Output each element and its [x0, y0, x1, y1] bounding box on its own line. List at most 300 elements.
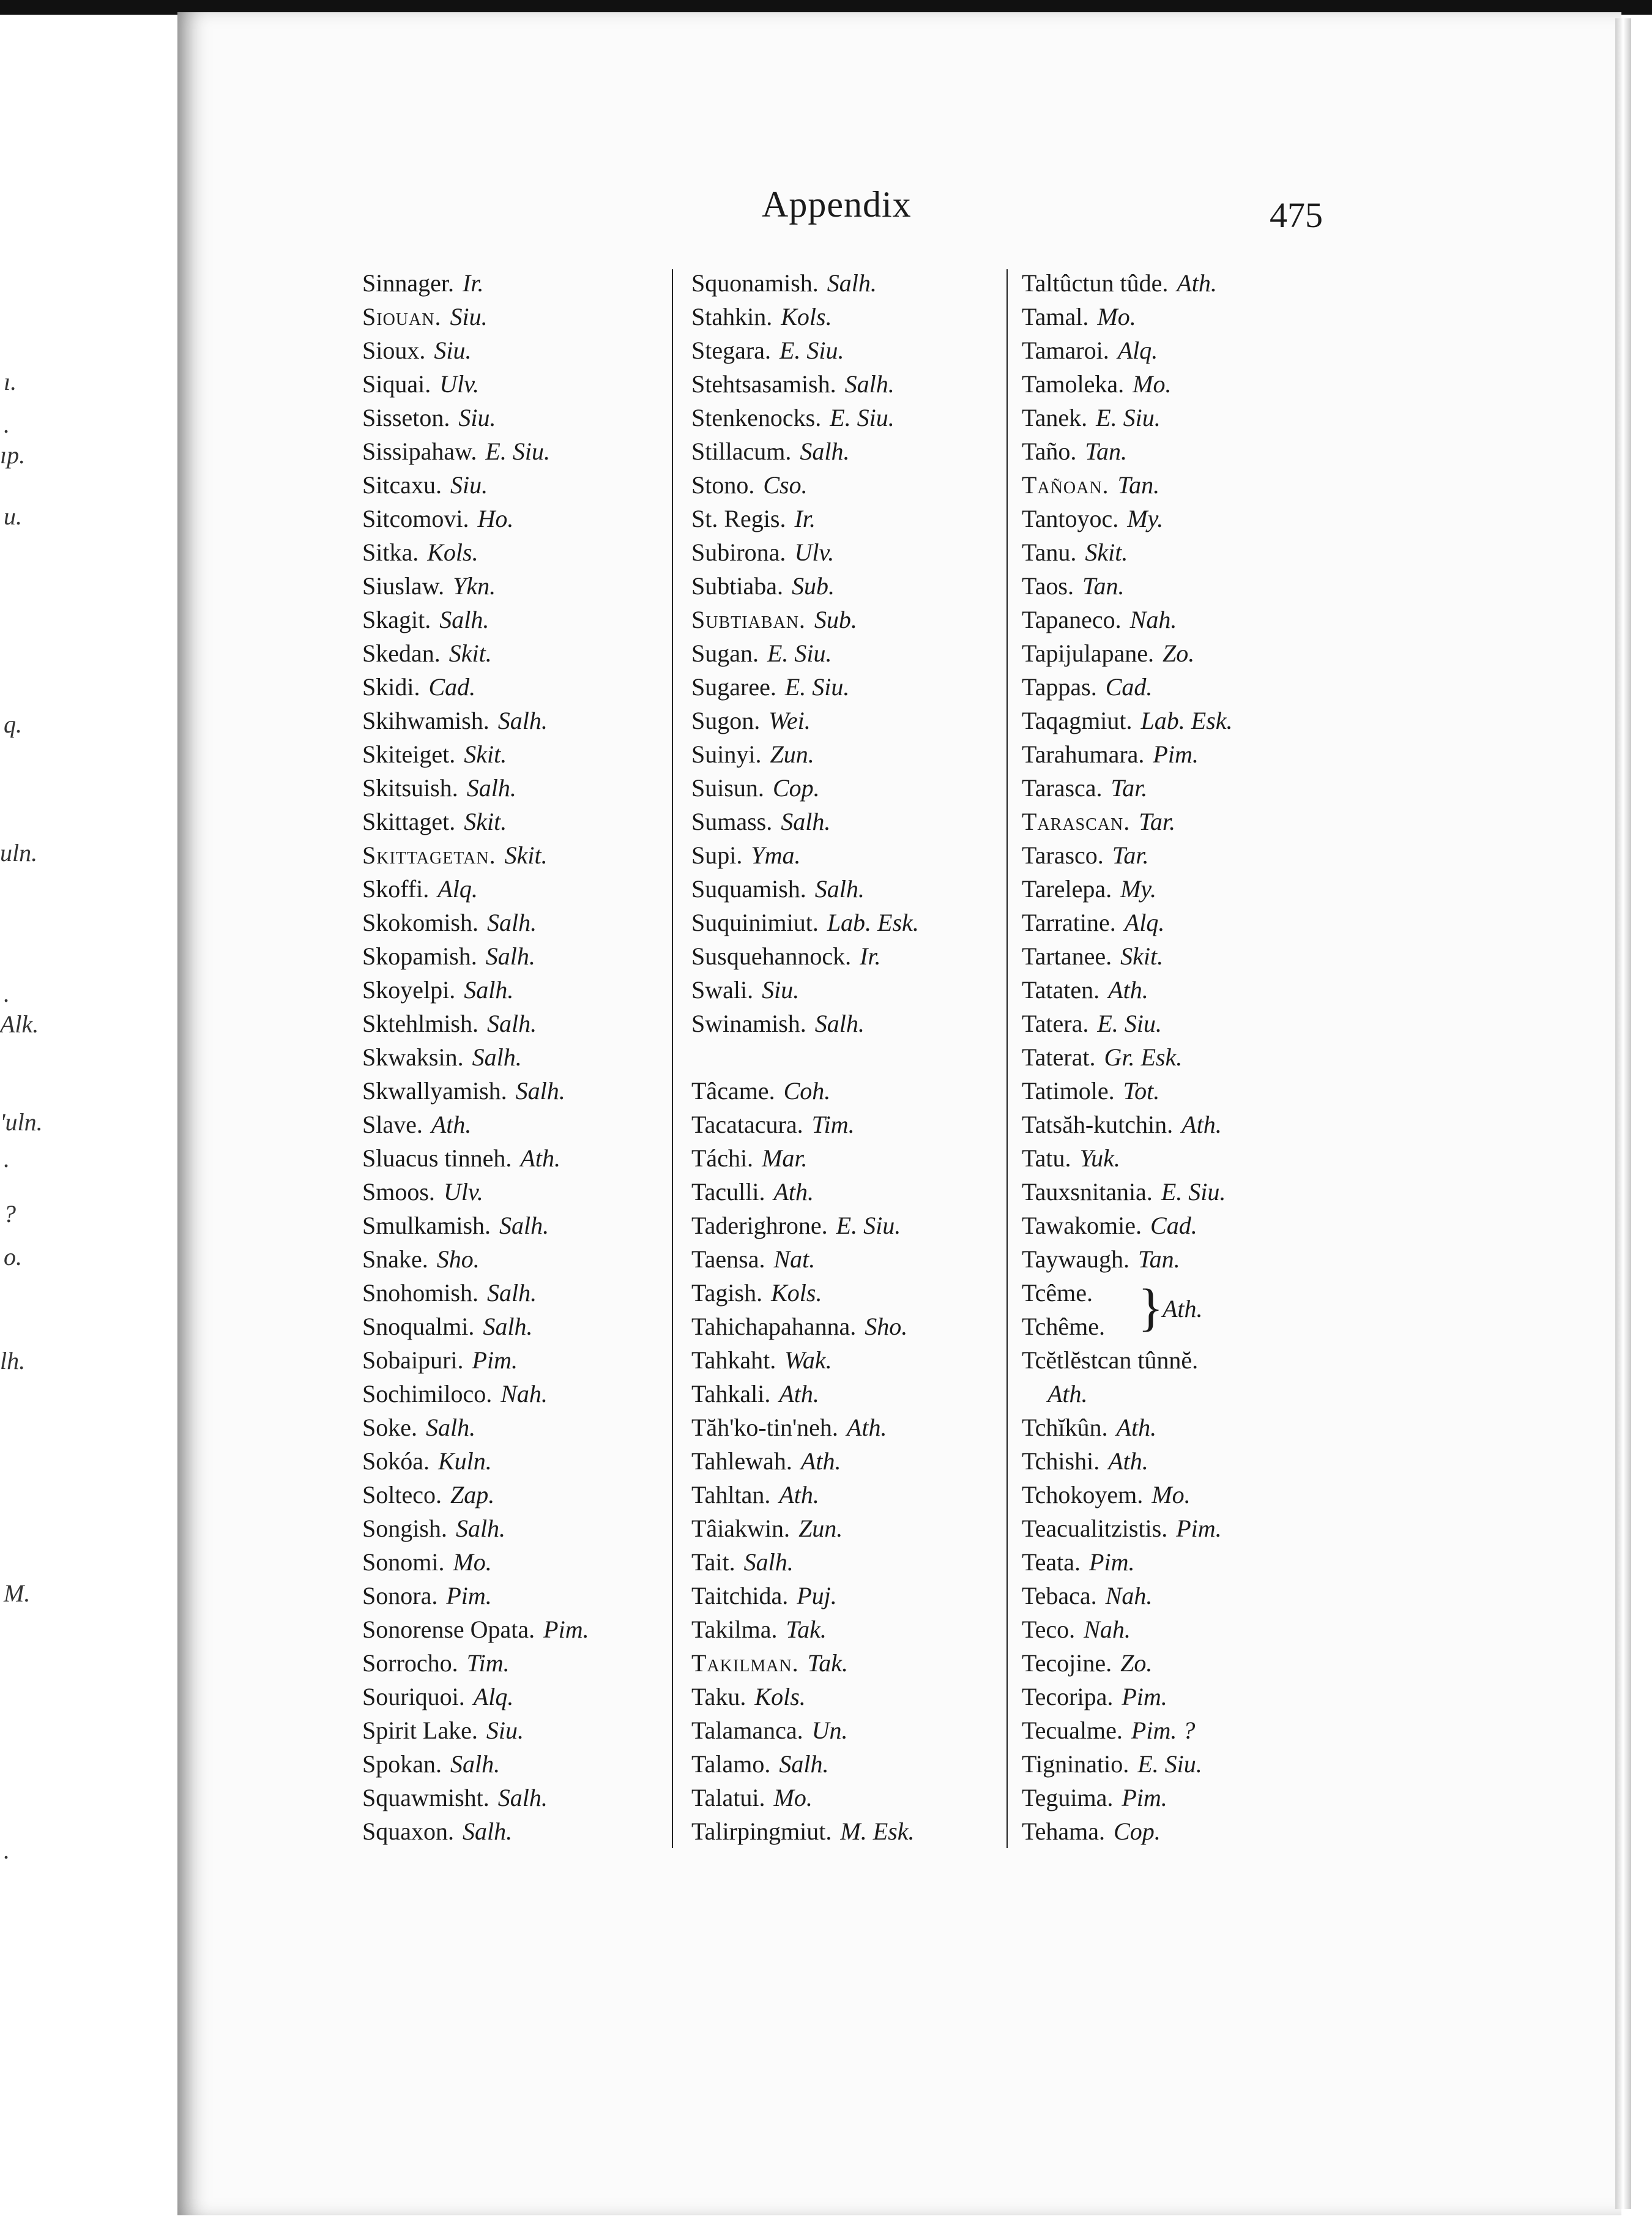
entry-abbreviation: Mo. [1097, 303, 1136, 330]
entry-name: Tapaneco. [1022, 606, 1122, 633]
entry-abbreviation: Nah. [1105, 1582, 1153, 1609]
entry-abbreviation: Salh. [497, 707, 548, 734]
entry-name: Skoyelpi. [362, 976, 456, 1004]
entry-name: Skwallyamish. [362, 1077, 507, 1105]
entry-abbreviation: Kols. [771, 1279, 822, 1307]
entry-abbreviation: Kuln. [438, 1447, 492, 1475]
facing-page-text: ı. [4, 368, 17, 395]
entry-name: Sitka. [362, 539, 419, 566]
entry-name: Tamal. [1022, 303, 1089, 330]
entry-abbreviation: Gr. Esk. [1104, 1043, 1183, 1071]
entry-name: Sioux. [362, 337, 426, 364]
index-entry [1022, 1579, 1233, 1613]
entry-name: Subtiaban. [691, 606, 806, 633]
entry-abbreviation: My. [1127, 505, 1164, 532]
index-entry [1022, 1714, 1233, 1747]
index-entry [1022, 872, 1233, 906]
entry-name: Tahkaht. [691, 1346, 776, 1374]
entry-name: Talamanca. [691, 1717, 803, 1744]
index-entry [1022, 1444, 1233, 1478]
entry-abbreviation: Nat. [773, 1245, 816, 1273]
entry-name: Tawakomie. [1022, 1212, 1142, 1239]
index-entry [362, 1512, 589, 1545]
entry-abbreviation: E. Siu. [784, 673, 850, 701]
entry-name: Sluacus tinneh. [362, 1144, 512, 1172]
index-entry [691, 939, 919, 973]
entry-name: Talamo. [691, 1750, 771, 1778]
entry-abbreviation: Sub. [814, 606, 857, 633]
index-entry [691, 1209, 919, 1242]
index-entry [691, 973, 919, 1007]
entry-name: Tarascan. [1022, 808, 1131, 835]
index-entry [691, 1714, 919, 1747]
entry-name: Taqagmiut. [1022, 707, 1133, 734]
index-entry [1022, 704, 1233, 737]
entry-abbreviation: E. Siu. [485, 438, 550, 465]
entry-name: Soke. [362, 1414, 417, 1441]
index-column-2 [691, 266, 919, 1848]
entry-abbreviation: Tan. [1117, 471, 1160, 499]
index-entry [362, 1007, 589, 1040]
entry-name: Teacualitzistis. [1022, 1515, 1168, 1542]
index-entry [1022, 502, 1233, 535]
index-entry [691, 906, 919, 939]
entry-name: Sisseton. [362, 404, 450, 431]
entry-abbreviation: E. Siu. [830, 404, 895, 431]
entry-name: Spirit Lake. [362, 1717, 478, 1744]
index-entry [1022, 434, 1233, 468]
entry-name: Tarratine. [1022, 909, 1116, 936]
entry-abbreviation: Yuk. [1079, 1144, 1120, 1172]
entry-name: Teco. [1022, 1616, 1076, 1643]
index-entry [691, 434, 919, 468]
facing-page-text: . [4, 1837, 10, 1864]
entry-name: Tăh'ko-tin'neh. [691, 1414, 838, 1441]
entry-abbreviation: Ir. [462, 269, 484, 297]
entry-name: Taculli. [691, 1178, 765, 1206]
index-entry [691, 670, 919, 704]
entry-abbreviation: Pim. [1176, 1515, 1222, 1542]
entry-abbreviation: Sho. [436, 1245, 480, 1273]
index-entry [362, 670, 589, 704]
index-entry [691, 1781, 919, 1814]
entry-name: Sokóa. [362, 1447, 430, 1475]
entry-name: Skittaget. [362, 808, 456, 835]
entry-abbreviation: Mo. [773, 1784, 813, 1811]
entry-abbreviation: Pim. [1153, 740, 1199, 768]
entry-name: Tañoan. [1022, 471, 1109, 499]
entry-abbreviation: Ulv. [443, 1178, 483, 1206]
entry-name: Taensa. [691, 1245, 765, 1273]
entry-abbreviation: Salh. [497, 1784, 548, 1811]
entry-abbreviation: E. Siu. [767, 640, 832, 667]
index-entry [1022, 670, 1233, 704]
entry-abbreviation: Ulv. [794, 539, 835, 566]
entry-name: Tarelepa. [1022, 875, 1112, 903]
entry-abbreviation: Pim. ? [1131, 1717, 1196, 1744]
entry-name: Smoos. [362, 1178, 435, 1206]
entry-name: Songish. [362, 1515, 447, 1542]
index-entry [691, 401, 919, 434]
index-entry [691, 468, 919, 502]
entry-name: Stenkenocks. [691, 404, 822, 431]
entry-abbreviation: Ath. [1108, 976, 1148, 1004]
index-column-1 [362, 266, 589, 1848]
entry-abbreviation: Sub. [791, 572, 835, 600]
entry-abbreviation: Salh. [515, 1077, 565, 1105]
entry-name: Táchi. [691, 1144, 754, 1172]
entry-abbreviation: Salh. [487, 1279, 537, 1307]
index-entry [362, 468, 589, 502]
column-divider-right [1006, 269, 1008, 1848]
entry-name: Takilma. [691, 1616, 778, 1643]
entry-abbreviation: Pim. [472, 1346, 518, 1374]
entry-abbreviation: Alq. [1117, 337, 1158, 364]
entry-abbreviation: Salh. [464, 976, 514, 1004]
index-entry [362, 334, 589, 367]
entry-abbreviation: Tak. [786, 1616, 827, 1643]
index-entry [1022, 468, 1233, 502]
entry-abbreviation: Ath. [779, 1481, 819, 1508]
index-entry [362, 1074, 589, 1108]
entry-abbreviation: Tim. [466, 1649, 510, 1677]
entry-name: Tanu. [1022, 539, 1077, 566]
entry-name: Tatera. [1022, 1010, 1089, 1037]
entry-abbreviation: Salh. [844, 370, 895, 398]
index-entry [691, 1108, 919, 1141]
entry-abbreviation: Alq. [473, 1683, 514, 1710]
entry-name: Swinamish. [691, 1010, 806, 1037]
entry-abbreviation: Zo. [1120, 1649, 1153, 1677]
entry-name: St. Regis. [691, 505, 786, 532]
index-entry [362, 1444, 589, 1478]
entry-name: Swali. [691, 976, 754, 1004]
index-entry [362, 1613, 589, 1646]
entry-abbreviation: Mo. [1152, 1481, 1191, 1508]
entry-abbreviation: Zun. [770, 740, 814, 768]
entry-abbreviation: Salh. [800, 438, 850, 465]
entry-name: Sumass. [691, 808, 773, 835]
entry-name: Skidi. [362, 673, 420, 701]
facing-page-text: M. [4, 1579, 31, 1607]
index-column-3 [1022, 266, 1233, 1848]
index-entry [362, 434, 589, 468]
index-entry [691, 1545, 919, 1579]
entry-abbreviation: Salh. [814, 875, 865, 903]
entry-name: Tâcame. [691, 1077, 775, 1105]
index-entry [1022, 1175, 1233, 1209]
index-entry [691, 535, 919, 569]
index-entry [362, 1680, 589, 1714]
entry-abbreviation: Kols. [754, 1683, 806, 1710]
entry-name: Tebaca. [1022, 1582, 1097, 1609]
index-entry [1022, 1781, 1233, 1814]
index-entry [1022, 1343, 1233, 1377]
entry-abbreviation: E. Siu. [1137, 1750, 1202, 1778]
entry-abbreviation: E. Siu. [836, 1212, 901, 1239]
index-entry [362, 939, 589, 973]
facing-page-text: Alk. [0, 1010, 39, 1038]
index-entry [362, 401, 589, 434]
entry-name: Skedan. [362, 640, 441, 667]
index-entry [691, 1074, 919, 1108]
index-entry [691, 1646, 919, 1680]
index-entry [1022, 1512, 1233, 1545]
index-entry [1022, 805, 1233, 838]
facing-page-text: uln. [0, 839, 38, 867]
index-entry [362, 1343, 589, 1377]
index-entry [1022, 1545, 1233, 1579]
entry-abbreviation: Ath. [520, 1144, 560, 1172]
index-entry [691, 704, 919, 737]
index-entry [1022, 1040, 1233, 1074]
index-entry [362, 1276, 589, 1310]
entry-name: Tait. [691, 1548, 735, 1576]
facing-page-text: u. [4, 502, 22, 530]
entry-abbreviation: Zo. [1163, 640, 1195, 667]
entry-name: Sochimiloco. [362, 1380, 493, 1408]
entry-abbreviation: Mar. [762, 1144, 808, 1172]
entry-abbreviation: Skit. [1120, 942, 1164, 970]
entry-abbreviation: Puj. [797, 1582, 837, 1609]
index-entry [362, 838, 589, 872]
index-entry [1022, 1007, 1233, 1040]
index-entry [1022, 1680, 1233, 1714]
entry-name: Sitcaxu. [362, 471, 442, 499]
entry-name: Talirpingmiut. [691, 1818, 832, 1845]
entry-abbreviation: Siu. [450, 471, 488, 499]
index-entry [362, 1209, 589, 1242]
index-entry [1022, 1074, 1233, 1108]
entry-abbreviation: Tar. [1111, 774, 1148, 802]
facing-page-text: ıp. [0, 441, 26, 469]
index-entry [1022, 1814, 1233, 1848]
entry-abbreviation: Alq. [437, 875, 478, 903]
index-entry [362, 1545, 589, 1579]
entry-name: Tatu. [1022, 1144, 1071, 1172]
facing-page-text: q. [4, 710, 22, 738]
entry-name: Slave. [362, 1111, 423, 1138]
entry-name: Supi. [691, 841, 743, 869]
index-entry [362, 1377, 589, 1411]
entry-name: Squonamish. [691, 269, 819, 297]
entry-name: Stillacum. [691, 438, 792, 465]
entry-abbreviation: Salh. [472, 1043, 522, 1071]
entry-name: Tarahumara. [1022, 740, 1145, 768]
entry-abbreviation: Salh. [485, 942, 535, 970]
index-entry [362, 1747, 589, 1781]
entry-abbreviation: Salh. [483, 1313, 533, 1340]
entry-abbreviation: Lab. Esk. [827, 909, 919, 936]
entry-name: Tartanee. [1022, 942, 1112, 970]
index-entry [691, 1613, 919, 1646]
entry-name: Tataten. [1022, 976, 1100, 1004]
index-entry [362, 1646, 589, 1680]
entry-name: Tacatacura. [691, 1111, 803, 1138]
entry-abbreviation: Salh. [487, 1010, 537, 1037]
entry-name: Tanek. [1022, 404, 1088, 431]
entry-abbreviation: Ir. [794, 505, 816, 532]
index-entry [362, 872, 589, 906]
index-entry [691, 771, 919, 805]
entry-name: Skokomish. [362, 909, 479, 936]
entry-abbreviation: Salh. [463, 1818, 513, 1845]
entry-abbreviation: E. Siu. [1097, 1010, 1162, 1037]
page-edge [1615, 18, 1631, 2209]
entry-name: Sonomi. [362, 1548, 445, 1576]
index-entry [362, 1714, 589, 1747]
index-entry [691, 805, 919, 838]
entry-name: Stegara. [691, 337, 771, 364]
entry-name: Spokan. [362, 1750, 442, 1778]
entry-abbreviation: Yma. [751, 841, 801, 869]
index-entry [362, 1478, 589, 1512]
entry-name: Tecojine. [1022, 1649, 1112, 1677]
entry-abbreviation: Tar. [1139, 808, 1175, 835]
index-entry [1022, 973, 1233, 1007]
index-entry [691, 1242, 919, 1276]
entry-abbreviation: Salh. [426, 1414, 476, 1441]
index-entry [691, 502, 919, 535]
entry-name: Tahkali. [691, 1380, 771, 1408]
index-entry [1022, 1478, 1233, 1512]
index-entry [1022, 1613, 1233, 1646]
index-entry [691, 1007, 919, 1074]
entry-abbreviation: M. Esk. [840, 1818, 915, 1845]
entry-name: Smulkamish. [362, 1212, 491, 1239]
entry-name: Takilman. [691, 1649, 799, 1677]
index-entry [691, 737, 919, 771]
index-entry [1022, 939, 1233, 973]
entry-name: Tagish. [691, 1279, 763, 1307]
page-title: Appendix [762, 184, 912, 225]
entry-name: Snoqualmi. [362, 1313, 475, 1340]
entry-name: Sugon. [691, 707, 761, 734]
entry-name: Subirona. [691, 539, 786, 566]
index-entry [691, 1579, 919, 1613]
entry-abbreviation: Salh. [466, 774, 516, 802]
index-entry [691, 1680, 919, 1714]
entry-name: Tahltan. [691, 1481, 771, 1508]
entry-name: Taltûctun tûde. [1022, 269, 1169, 297]
index-entry [691, 1310, 919, 1343]
entry-name: Tarasca. [1022, 774, 1103, 802]
index-entry [691, 636, 919, 670]
index-entry [362, 569, 589, 603]
entry-abbreviation: Pim. [1089, 1548, 1135, 1576]
entry-name: Teata. [1022, 1548, 1081, 1576]
entry-name: Tecualme. [1022, 1717, 1123, 1744]
entry-name: Tchĭkûn. [1022, 1414, 1108, 1441]
entry-name: Squawmisht. [362, 1784, 489, 1811]
index-entry [691, 300, 919, 334]
index-entry [1022, 1747, 1233, 1781]
index-entry [691, 1444, 919, 1478]
index-entry [362, 704, 589, 737]
entry-abbreviation: Tim. [811, 1111, 855, 1138]
facing-page-text: ? [4, 1200, 16, 1228]
index-entry [362, 805, 589, 838]
entry-name: Tamaroi. [1022, 337, 1109, 364]
entry-name: Suisun. [691, 774, 764, 802]
entry-abbreviation: Salh. [779, 1750, 829, 1778]
entry-abbreviation: Tot. [1123, 1077, 1160, 1105]
index-entry [691, 1377, 919, 1411]
entry-abbreviation: Skit. [448, 640, 492, 667]
entry-abbreviation: E. Siu. [1161, 1178, 1226, 1206]
entry-abbreviation: Pim. [1122, 1784, 1167, 1811]
entry-abbreviation: Ath. [846, 1414, 887, 1441]
index-entry [691, 1343, 919, 1377]
entry-abbreviation: Mo. [1133, 370, 1172, 398]
entry-abbreviation: Ulv. [439, 370, 480, 398]
entry-abbreviation: Salh. [455, 1515, 506, 1542]
entry-abbreviation: Cad. [1150, 1212, 1197, 1239]
entry-abbreviation: Tan. [1082, 572, 1125, 600]
index-entry [362, 973, 589, 1007]
entry-abbreviation: Tan. [1085, 438, 1127, 465]
index-entry [1022, 266, 1233, 300]
index-entry [691, 603, 919, 636]
entry-name: Skopamish. [362, 942, 477, 970]
entry-name: Tchême. [1022, 1313, 1106, 1340]
entry-abbreviation: Nah. [500, 1380, 548, 1408]
entry-abbreviation: Nah. [1129, 606, 1177, 633]
entry-abbreviation: Nah. [1084, 1616, 1131, 1643]
index-entry [362, 367, 589, 401]
entry-abbreviation: Pim. [446, 1582, 492, 1609]
index-entry [1022, 1209, 1233, 1242]
column-divider-left [672, 269, 673, 1848]
facing-page-text: o. [4, 1243, 22, 1270]
index-entry [1022, 1108, 1233, 1141]
index-entry [362, 1108, 589, 1141]
index-entry [362, 300, 589, 334]
entry-name: Sugaree. [691, 673, 776, 701]
curly-brace-icon: } [1138, 1278, 1164, 1337]
entry-name: Sorrocho. [362, 1649, 458, 1677]
entry-abbreviation: Tak. [807, 1649, 848, 1677]
entry-abbreviation: Ath. [800, 1447, 841, 1475]
entry-name: Solteco. [362, 1481, 442, 1508]
index-entry [1022, 401, 1233, 434]
entry-name: Teguima. [1022, 1784, 1114, 1811]
index-entry [691, 838, 919, 872]
entry-abbreviation: Wak. [784, 1346, 832, 1374]
entry-abbreviation: Salh. [743, 1548, 794, 1576]
entry-name: Tcême. [1022, 1279, 1093, 1307]
entry-abbreviation: Ath. [1116, 1414, 1157, 1441]
entry-name: Sktehlmish. [362, 1010, 479, 1037]
index-entry [362, 737, 589, 771]
index-entry [691, 1276, 919, 1310]
entry-name: Tatsăh-kutchin. [1022, 1111, 1174, 1138]
entry-abbreviation: Siu. [486, 1717, 524, 1744]
entry-abbreviation: Ath. [431, 1111, 472, 1138]
entry-name: Tchokoyem. [1022, 1481, 1144, 1508]
entry-name: Tecoripa. [1022, 1683, 1114, 1710]
entry-abbreviation: Ath. [1108, 1447, 1148, 1475]
entry-name: Sonorense Opata. [362, 1616, 535, 1643]
entry-abbreviation: Skit. [464, 808, 507, 835]
index-entry-continuation [1022, 1377, 1233, 1411]
index-entry [1022, 603, 1233, 636]
brace-entry-group [1022, 1276, 1233, 1343]
entry-name: Taño. [1022, 438, 1077, 465]
entry-name: Skagit. [362, 606, 431, 633]
entry-name: Stehtsasamish. [691, 370, 836, 398]
entry-abbreviation: Ir. [860, 942, 881, 970]
